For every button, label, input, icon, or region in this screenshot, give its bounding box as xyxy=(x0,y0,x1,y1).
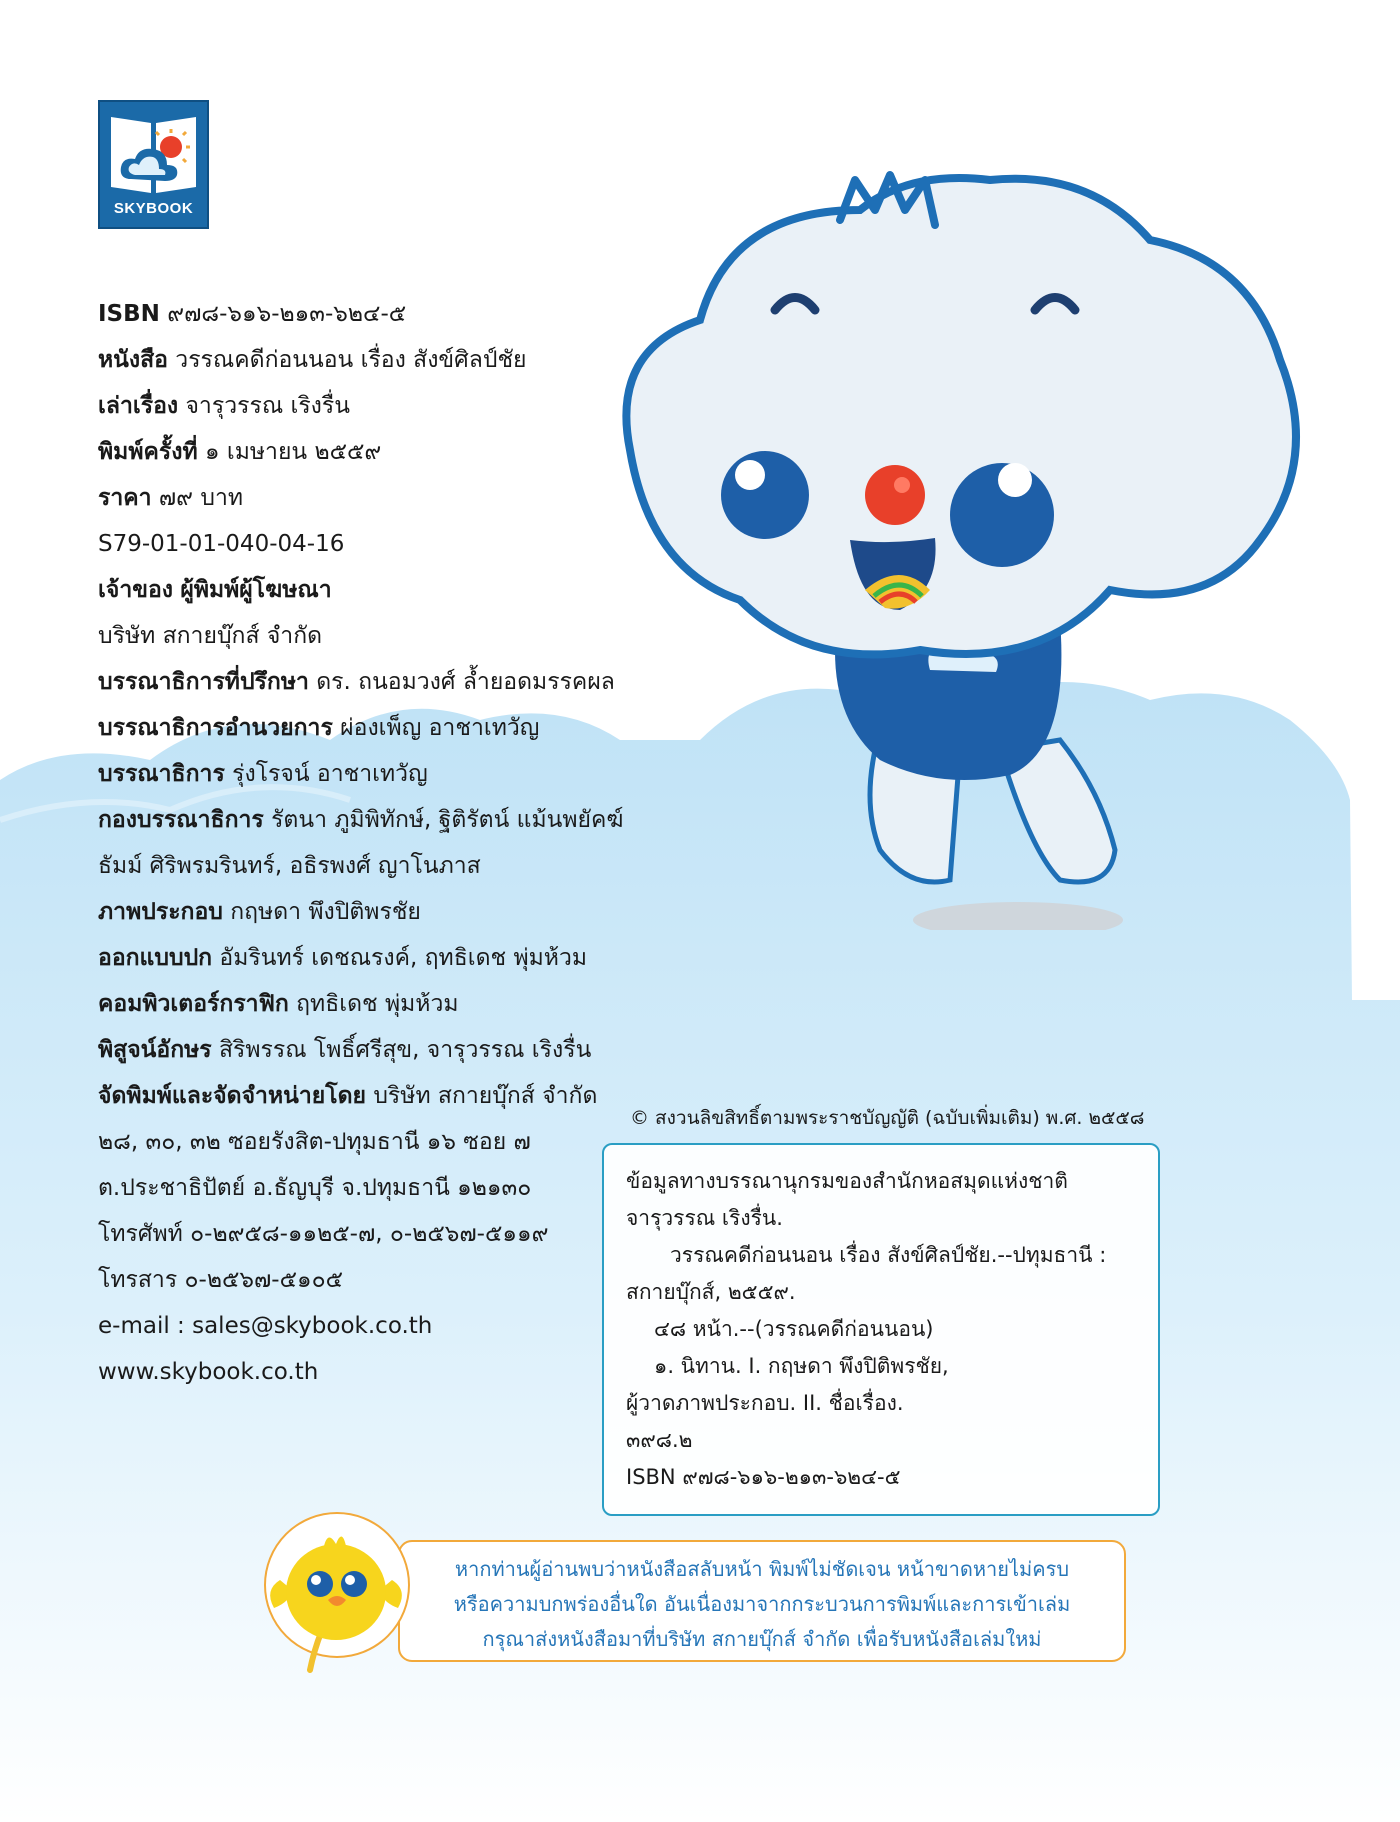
credit-fax: โทรสาร ๐-๒๕๖๗-๕๑๐๕ xyxy=(98,1267,344,1293)
cip-line: ๑. นิทาน. I. กฤษดา พึงปิติพรชัย, xyxy=(654,1354,949,1378)
cip-line: จารุวรรณ เริงรื่น. xyxy=(626,1206,783,1230)
credit-editorial-team: กองบรรณาธิการ รัตนา ภูมิพิทักษ์, ฐิติรัตน์ แม้นพยัคฆ์ xyxy=(98,807,624,833)
credit-storyteller: เล่าเรื่อง จารุวรรณ เริงรื่น xyxy=(98,393,350,419)
credit-code: S79-01-01-040-04-16 xyxy=(98,531,345,557)
credit-isbn: ISBN ๙๗๘-๖๑๖-๒๑๓-๖๒๔-๕ xyxy=(98,301,407,327)
credit-edition: พิมพ์ครั้งที่ ๑ เมษายน ๒๕๕๙ xyxy=(98,439,382,465)
credits-list xyxy=(98,291,678,1395)
credit-proofreading: พิสูจน์อักษร สิริพรรณ โพธิ์ศรีสุข, จารุวรรณ เริงรื่น xyxy=(98,1037,592,1063)
cip-line: ผู้วาดภาพประกอบ. II. ชื่อเรื่อง. xyxy=(626,1391,904,1415)
credit-price: ราคา ๗๙ บาท xyxy=(98,485,244,511)
notice-line: หากท่านผู้อ่านพบว่าหนังสือสลับหน้า พิมพ์ไม่ชัดเจน หน้าขาดหายไม่ครบ xyxy=(454,1557,1070,1581)
book-cloud-sun-icon xyxy=(107,109,200,199)
cloud-mascot-illustration xyxy=(590,150,1330,930)
credit-phone: โทรศัพท์ ๐-๒๙๕๘-๑๑๒๕-๗, ๐-๒๕๖๗-๕๑๑๙ xyxy=(98,1221,549,1247)
credit-illustration: ภาพประกอบ กฤษดา พึงปิติพรชัย xyxy=(98,899,421,925)
credit-email: e-mail : sales@skybook.co.th xyxy=(98,1313,433,1339)
credit-advisor: บรรณาธิการที่ปรึกษา ดร. ถนอมวงศ์ ล้ำยอดมรรคผล xyxy=(98,669,615,695)
notice-line: กรุณาส่งหนังสือมาที่บริษัท สกายบุ๊กส์ จำกัด เพื่อรับหนังสือเล่มใหม่ xyxy=(482,1627,1042,1651)
cip-line: ๓๙๘.๒ xyxy=(626,1428,693,1452)
skybook-logo xyxy=(98,100,209,229)
credit-book: หนังสือ วรรณคดีก่อนนอน เรื่อง สังข์ศิลป์ชัย xyxy=(98,347,527,373)
credit-address-1: ๒๘, ๓๐, ๓๒ ซอยรังสิต-ปทุมธานี ๑๖ ซอย ๗ xyxy=(98,1129,531,1155)
credit-editor: บรรณาธิการ รุ่งโรจน์ อาชาเทวัญ xyxy=(98,761,428,787)
credit-cover-design: ออกแบบปก อัมรินทร์ เดชณรงค์, ฤทธิเดช พุ่มห้วม xyxy=(98,945,588,971)
credit-managing-editor: บรรณาธิการอำนวยการ ผ่องเพ็ญ อาชาเทวัญ xyxy=(98,715,540,741)
defect-notice-box xyxy=(398,1540,1126,1662)
credit-editorial-team-2: ธัมม์ ศิริพรมรินทร์, อธิรพงศ์ ญาโนภาส xyxy=(98,853,481,879)
logo-text: SKYBOOK xyxy=(113,200,194,217)
notice-line: หรือความบกพร่องอื่นใด อันเนื่องมาจากกระบวนการพิมพ์และการเข้าเล่ม xyxy=(453,1592,1071,1616)
credit-owner: เจ้าของ ผู้พิมพ์ผู้โฆษณา xyxy=(98,577,332,603)
cataloging-in-publication-box xyxy=(602,1143,1160,1516)
cip-line: สกายบุ๊กส์, ๒๕๕๙. xyxy=(626,1280,796,1304)
cip-line: ข้อมูลทางบรรณานุกรมของสำนักหอสมุดแห่งชาติ xyxy=(626,1169,1068,1193)
credit-website: www.skybook.co.th xyxy=(98,1359,319,1385)
cip-line: ISBN ๙๗๘-๖๑๖-๒๑๓-๖๒๔-๕ xyxy=(626,1465,901,1489)
credit-address-2: ต.ประชาธิปัตย์ อ.ธัญบุรี จ.ปทุมธานี ๑๒๑๓๐ xyxy=(98,1175,532,1201)
credit-computer-graphic: คอมพิวเตอร์กราฟิก ฤทธิเดช พุ่มห้วม xyxy=(98,991,459,1017)
copyright-notice: © สงวนลิขสิทธิ์ตามพระราชบัญญัติ (ฉบับเพิ่มเติม) พ.ศ. ๒๕๕๘ xyxy=(630,1107,1145,1129)
cip-line: วรรณคดีก่อนนอน เรื่อง สังข์ศิลป์ชัย.--ปทุมธานี : xyxy=(670,1243,1107,1267)
cip-line: ๔๘ หน้า.--(วรรณคดีก่อนนอน) xyxy=(654,1317,934,1341)
credit-publisher: จัดพิมพ์และจัดจำหน่ายโดย บริษัท สกายบุ๊กส์ จำกัด xyxy=(98,1083,598,1109)
credit-company: บริษัท สกายบุ๊กส์ จำกัด xyxy=(98,623,323,649)
bird-mascot-icon xyxy=(262,1510,412,1675)
